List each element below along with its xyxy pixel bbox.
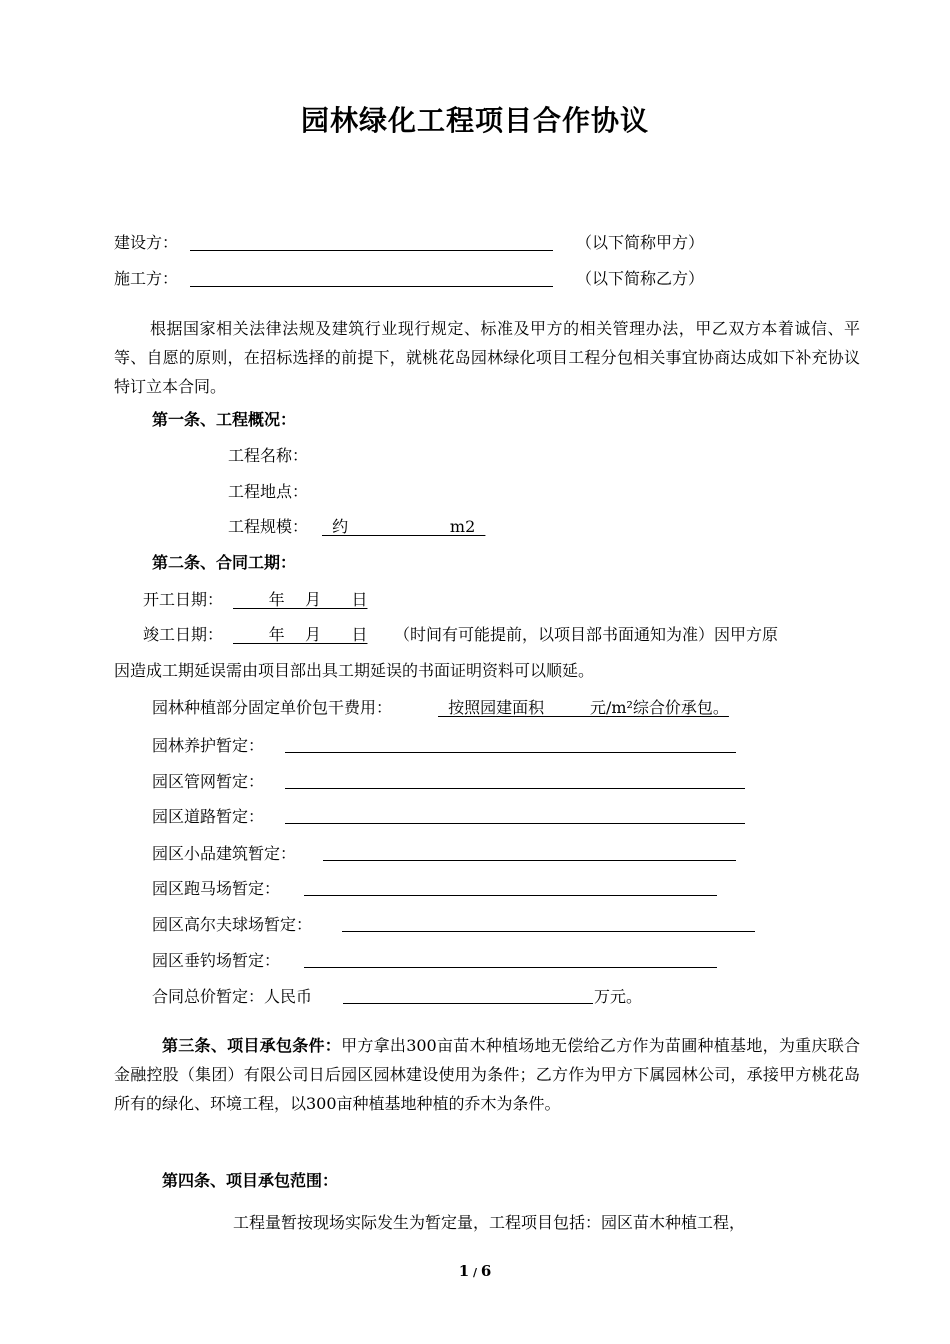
fee-item-road: 园区道路暂定：	[152, 807, 265, 826]
page-number	[0, 1262, 950, 1280]
planting-fee-value: 按照园建面积 元/m²综合价承包。	[438, 698, 729, 717]
end-date-label: 竣工日期：	[143, 625, 224, 644]
project-scale-value: 约 m2	[322, 517, 486, 536]
party-b-blank	[190, 286, 553, 287]
project-scale-label: 工程规模：	[228, 517, 309, 536]
total-price-blank	[343, 1003, 593, 1004]
article-3-heading: 第三条、项目承包条件：	[162, 1036, 342, 1055]
party-b-note: （以下简称乙方）	[576, 269, 705, 288]
intro-paragraph: 根据国家相关法律法规及建筑行业现行规定、标准及甲方的相关管理办法，甲乙双方本着诚信、平等、自愿的原则，在招标选择的前提下，就桃花岛园林绿化项目工程分包相关事宜协商达成如下补充协议特订立本合同。	[114, 319, 860, 396]
fee-blank-pipeline	[285, 788, 745, 789]
end-date-note-2: 因造成工期延误需由项目部出具工期延误的书面证明资料可以顺延。	[114, 661, 595, 680]
current-page: 1	[458, 1262, 470, 1280]
fee-blank-maintenance	[285, 752, 736, 753]
party-a-blank	[190, 250, 553, 251]
fee-item-small-buildings: 园区小品建筑暂定：	[152, 844, 297, 863]
total-price-label: 合同总价暂定：人民币	[152, 987, 313, 1006]
fee-item-pipeline: 园区管网暂定：	[152, 772, 265, 791]
document-title: 园林绿化工程项目合作协议	[300, 104, 649, 137]
project-name-label: 工程名称：	[228, 446, 309, 465]
article-1-heading: 第一条、工程概况：	[152, 410, 297, 429]
fee-item-maintenance: 园林养护暂定：	[152, 736, 265, 755]
page-separator: /	[469, 1266, 481, 1279]
party-a-label: 建设方：	[114, 233, 179, 252]
article-4-heading: 第四条、项目承包范围：	[162, 1171, 339, 1190]
fee-blank-racecourse	[304, 895, 717, 896]
fee-item-golf: 园区高尔夫球场暂定：	[152, 915, 313, 934]
fee-blank-fishing	[304, 967, 717, 968]
article-3-paragraph	[114, 1031, 860, 1118]
end-date-value: 年 月 日	[233, 625, 368, 644]
project-location-label: 工程地点：	[228, 482, 309, 501]
start-date-label: 开工日期：	[143, 590, 224, 609]
party-b-label: 施工方：	[114, 269, 179, 288]
party-a-note: （以下简称甲方）	[576, 233, 705, 252]
start-date-value: 年 月 日	[233, 590, 368, 609]
article-4-text: 工程量暂按现场实际发生为暂定量，工程项目包括：园区苗木种植工程，	[233, 1213, 746, 1232]
fee-blank-small-buildings	[323, 860, 736, 861]
planting-fee-label: 园林种植部分固定单价包干费用：	[152, 698, 393, 717]
fee-blank-golf	[342, 931, 755, 932]
total-price-unit: 万元。	[594, 987, 643, 1006]
article-3-text: 甲方拿出300亩苗木种植场地无偿给乙方作为苗圃种植基地，为重庆联合金融控股（集团）有限公司日后园区园林建设使用为条件；乙方作为甲方下属园林公司，承接甲方桃花岛所有的绿化、环境工程，以300亩种植基地种植的乔木为条件。	[114, 1036, 860, 1113]
article-2-heading: 第二条、合同工期：	[152, 553, 297, 572]
fee-item-racecourse: 园区跑马场暂定：	[152, 879, 281, 898]
total-pages: 6	[480, 1262, 492, 1280]
fee-item-fishing: 园区垂钓场暂定：	[152, 951, 281, 970]
end-date-note: （时间有可能提前，以项目部书面通知为准）因甲方原	[394, 625, 779, 644]
fee-blank-road	[285, 823, 745, 824]
